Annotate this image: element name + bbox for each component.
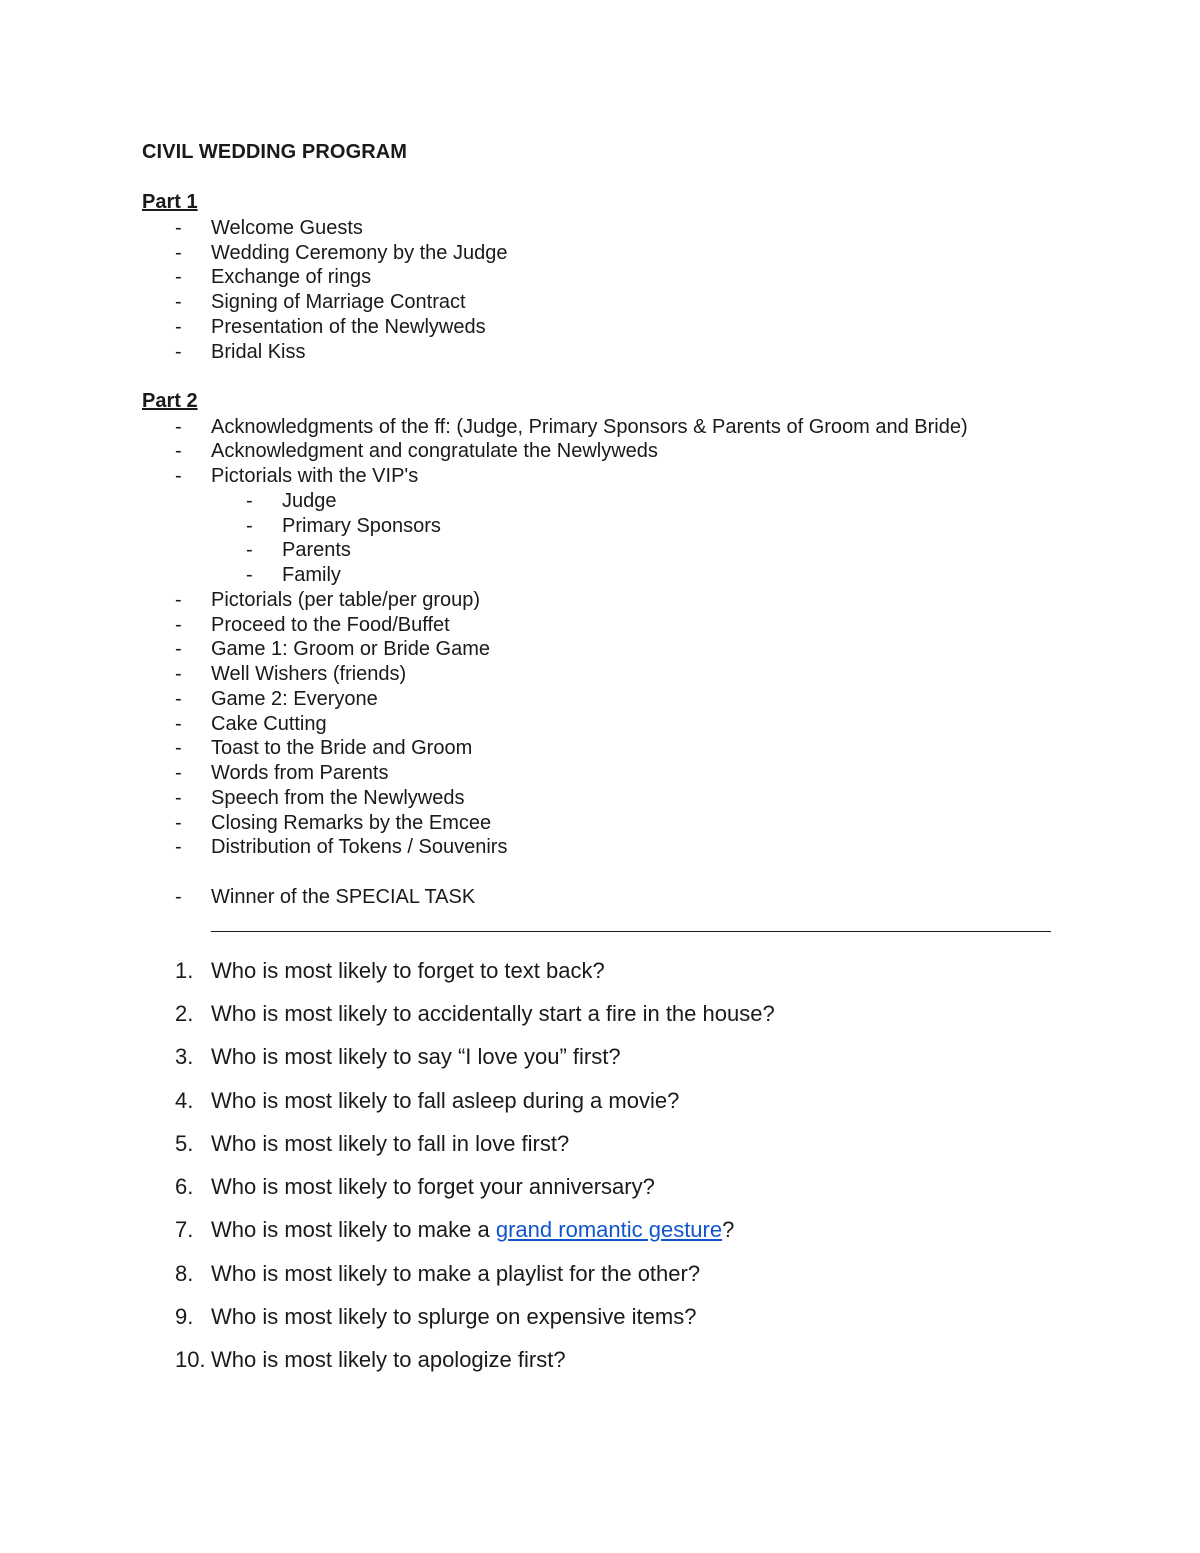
- question-number: 3.: [175, 1044, 194, 1069]
- list-item-text: Signing of Marriage Contract: [211, 291, 466, 313]
- list-item-text: Proceed to the Food/Buffet: [211, 614, 450, 636]
- dash-bullet: -: [246, 515, 253, 537]
- list-item-text: Primary Sponsors: [282, 515, 441, 537]
- list-item-text: Distribution of Tokens / Souvenirs: [211, 836, 508, 858]
- dash-bullet: -: [175, 836, 182, 858]
- part-2-heading: Part 2: [142, 390, 198, 412]
- list-item-text: Judge: [282, 490, 337, 512]
- dash-bullet: -: [175, 737, 182, 759]
- list-item-text: Well Wishers (friends): [211, 663, 407, 685]
- list-item-text: Family: [282, 564, 341, 586]
- question-number: 10.: [175, 1347, 206, 1372]
- dash-bullet: -: [175, 812, 182, 834]
- question-text: Who is most likely to fall in love first?: [211, 1131, 570, 1156]
- dash-bullet: -: [175, 291, 182, 313]
- list-item-text: Bridal Kiss: [211, 341, 306, 363]
- document-title: CIVIL WEDDING PROGRAM: [142, 141, 408, 163]
- question-number: 9.: [175, 1304, 194, 1329]
- list-item-text: Winner of the SPECIAL TASK: [211, 886, 476, 908]
- list-item-text: Pictorials with the VIP's: [211, 465, 419, 487]
- dash-bullet: -: [246, 564, 253, 586]
- dash-bullet: -: [246, 490, 253, 512]
- question-text: [211, 1215, 734, 1245]
- dash-bullet: -: [175, 440, 182, 462]
- list-item-text: Closing Remarks by the Emcee: [211, 812, 492, 834]
- question-number: 4.: [175, 1088, 194, 1113]
- dash-bullet: -: [175, 217, 182, 239]
- dash-bullet: -: [175, 589, 182, 611]
- dash-bullet: -: [175, 787, 182, 809]
- list-item-text: Cake Cutting: [211, 713, 327, 735]
- horizontal-rule: [211, 931, 1051, 932]
- question-text: Who is most likely to apologize first?: [211, 1347, 566, 1372]
- question-number: 5.: [175, 1131, 194, 1156]
- question-text: Who is most likely to forget your anniversary?: [211, 1174, 655, 1199]
- question-text-before: Who is most likely to make a: [211, 1217, 496, 1242]
- list-item-text: Toast to the Bride and Groom: [211, 737, 473, 759]
- list-item-text: Wedding Ceremony by the Judge: [211, 242, 508, 264]
- question-text: Who is most likely to make a playlist for the other?: [211, 1261, 701, 1286]
- dash-bullet: -: [175, 242, 182, 264]
- dash-bullet: -: [175, 713, 182, 735]
- question-number: 1.: [175, 958, 194, 983]
- list-item-text: Acknowledgment and congratulate the Newlyweds: [211, 440, 658, 462]
- list-item-text: Presentation of the Newlyweds: [211, 316, 486, 338]
- list-item-text: Acknowledgments of the ff: (Judge, Primary Sponsors & Parents of Groom and Bride): [211, 416, 968, 438]
- dash-bullet: -: [175, 688, 182, 710]
- list-item-text: Welcome Guests: [211, 217, 363, 239]
- part-1-heading: Part 1: [142, 191, 198, 213]
- dash-bullet: -: [175, 762, 182, 784]
- list-item-text: Exchange of rings: [211, 266, 372, 288]
- list-item-text: Game 2: Everyone: [211, 688, 378, 710]
- dash-bullet: -: [175, 614, 182, 636]
- question-text: Who is most likely to fall asleep during a movie?: [211, 1088, 680, 1113]
- question-text: Who is most likely to say “I love you” first?: [211, 1044, 621, 1069]
- grand-romantic-gesture-link[interactable]: grand romantic gesture: [495, 1217, 723, 1242]
- list-item-text: Game 1: Groom or Bride Game: [211, 638, 490, 660]
- question-number: 8.: [175, 1261, 194, 1286]
- dash-bullet: -: [175, 886, 182, 908]
- dash-bullet: -: [175, 465, 182, 487]
- question-number: 6.: [175, 1174, 194, 1199]
- question-number: 2.: [175, 1001, 194, 1026]
- dash-bullet: -: [175, 316, 182, 338]
- dash-bullet: -: [175, 638, 182, 660]
- question-text-after: ?: [722, 1217, 735, 1242]
- question-text: Who is most likely to splurge on expensive items?: [211, 1304, 697, 1329]
- question-text: Who is most likely to accidentally start a fire in the house?: [211, 1001, 775, 1026]
- list-item-text: Words from Parents: [211, 762, 389, 784]
- question-text: Who is most likely to forget to text back?: [211, 958, 605, 983]
- dash-bullet: -: [175, 663, 182, 685]
- list-item-text: Pictorials (per table/per group): [211, 589, 481, 611]
- dash-bullet: -: [246, 539, 253, 561]
- dash-bullet: -: [175, 416, 182, 438]
- dash-bullet: -: [175, 341, 182, 363]
- question-number: 7.: [175, 1217, 194, 1242]
- list-item-text: Parents: [282, 539, 351, 561]
- list-item-text: Speech from the Newlyweds: [211, 787, 465, 809]
- dash-bullet: -: [175, 266, 182, 288]
